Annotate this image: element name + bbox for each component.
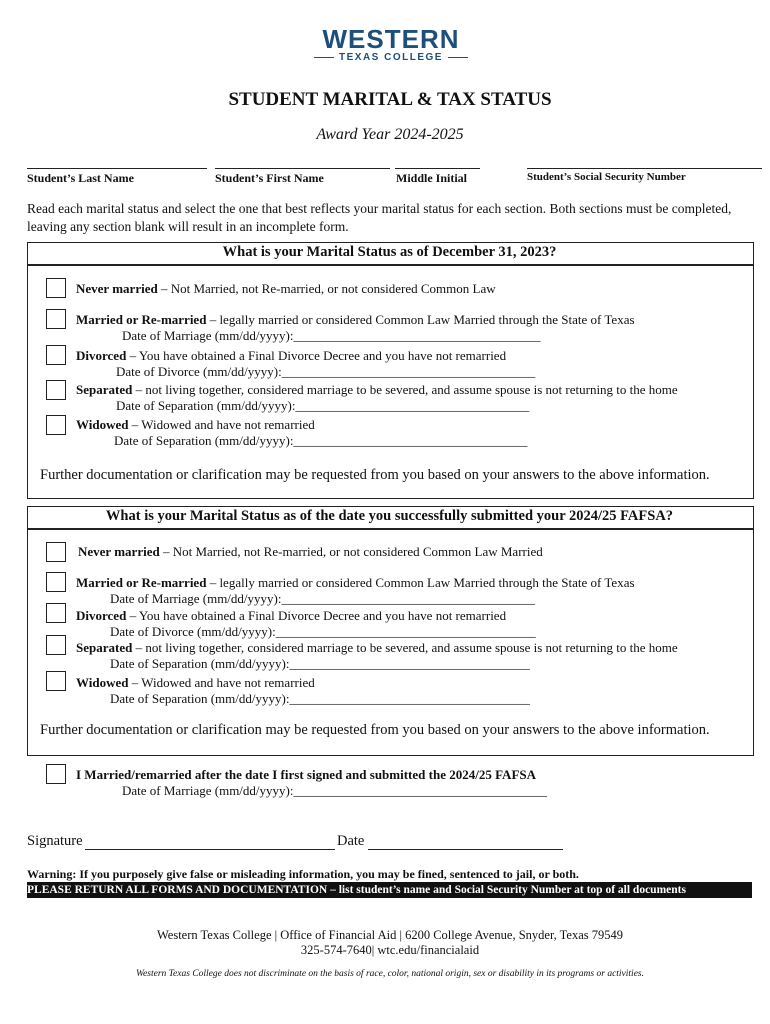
ssn-label: Student’s Social Security Number (527, 171, 686, 183)
s2-divorce-date-field[interactable]: Date of Divorce (mm/dd/yyyy):________________________________________ (110, 624, 536, 639)
s2-separation-date-field[interactable]: Date of Separation (mm/dd/yyyy):_____________________________________ (110, 656, 530, 671)
middle-initial-field[interactable] (395, 168, 480, 169)
warning-text: Warning: If you purposely give false or misleading information, you may be fined, sentenced to jail, or both. (27, 867, 579, 881)
contact-phone-web: 325-574-7640| wtc.edu/financialaid (300, 943, 480, 957)
s2-divorced-checkbox[interactable] (46, 603, 66, 623)
signature-label: Signature (27, 833, 83, 849)
signature-field[interactable] (85, 849, 335, 850)
last-name-field[interactable] (27, 168, 207, 169)
page-title: STUDENT MARITAL & TAX STATUS (228, 89, 552, 110)
s2-separated-checkbox[interactable] (46, 635, 66, 655)
last-name-label: Student’s Last Name (27, 171, 134, 185)
first-name-label: Student’s First Name (215, 171, 324, 185)
logo-subtitle-text: TEXAS COLLEGE (339, 52, 443, 63)
date-field[interactable] (368, 849, 563, 850)
s2-married-checkbox[interactable] (46, 572, 66, 592)
s2-never-married-option: Never married – Not Married, not Re-married, or not considered Common Law Married (78, 544, 543, 559)
s2-widowed-date-field[interactable]: Date of Separation (mm/dd/yyyy):_____________________________________ (110, 691, 530, 706)
s2-never-married-checkbox[interactable] (46, 542, 66, 562)
s1-never-married-checkbox[interactable] (46, 278, 66, 298)
s2-separated-option: Separated – not living together, considered marriage to be severed, and assume spouse is not returning to the home (76, 640, 678, 655)
s1-never-married-option: Never married – Not Married, not Re-married, or not considered Common Law (76, 281, 496, 296)
return-notice-banner: PLEASE RETURN ALL FORMS AND DOCUMENTATION – list student’s name and Social Security Number at top of all documents (27, 882, 752, 898)
ssn-field[interactable] (527, 168, 762, 169)
married-after-date-field[interactable]: Date of Marriage (mm/dd/yyyy):_______________________________________ (122, 783, 547, 798)
instructions: Read each marital status and select the one that best reflects your marital status for each section. Both sections must be completed, leaving any section blank will result in an incomplete form. (27, 201, 732, 234)
s1-marriage-date-field[interactable]: Date of Marriage (mm/dd/yyyy):______________________________________ (122, 328, 541, 343)
first-name-field[interactable] (215, 168, 390, 169)
college-logo-wordmark: WESTERN (322, 24, 460, 54)
married-after-option: I Married/remarried after the date I first signed and submitted the 2024/25 FAFSA (76, 767, 537, 782)
s1-widowed-date-field[interactable]: Date of Separation (mm/dd/yyyy):____________________________________ (114, 433, 528, 448)
s2-marriage-date-field[interactable]: Date of Marriage (mm/dd/yyyy):_______________________________________ (110, 591, 535, 606)
s1-separation-date-field[interactable]: Date of Separation (mm/dd/yyyy):____________________________________ (116, 398, 530, 413)
s2-widowed-checkbox[interactable] (46, 671, 66, 691)
s1-married-option: Married or Re-married – legally married or considered Common Law Married through the State of Texas (76, 312, 635, 327)
award-year: Award Year 2024-2025 (316, 126, 464, 143)
section1-header: What is your Marital Status as of December 31, 2023? (222, 244, 557, 260)
date-label: Date (337, 833, 365, 849)
s1-widowed-option: Widowed – Widowed and have not remarried (76, 417, 315, 432)
s1-separated-checkbox[interactable] (46, 380, 66, 400)
logo-rule-right (448, 57, 468, 59)
s1-widowed-checkbox[interactable] (46, 415, 66, 435)
middle-initial-label: Middle Initial (396, 171, 468, 185)
nondiscrimination-disclaimer: Western Texas College does not discriminate on the basis of race, color, national origin, sex or disability in its programs or activities. (136, 969, 644, 979)
s1-separated-option: Separated – not living together, considered marriage to be severed, and assume spouse is not returning to the home (76, 382, 678, 397)
s2-married-option: Married or Re-married – legally married or considered Common Law Married through the State of Texas (76, 575, 635, 590)
contact-address: Western Texas College | Office of Financial Aid | 6200 College Avenue, Snyder, Texas 79549 (156, 928, 623, 942)
s1-married-checkbox[interactable] (46, 309, 66, 329)
s2-widowed-option: Widowed – Widowed and have not remarried (76, 675, 315, 690)
section2-header: What is your Marital Status as of the date you successfully submitted your 2024/25 FAFSA? (105, 508, 674, 524)
married-after-checkbox[interactable] (46, 764, 66, 784)
logo-rule-left (314, 57, 334, 59)
s1-divorced-checkbox[interactable] (46, 345, 66, 365)
s1-divorce-date-field[interactable]: Date of Divorce (mm/dd/yyyy):_______________________________________ (116, 364, 536, 379)
s1-further-note: Further documentation or clarification may be requested from you based on your answers to the above information. (40, 467, 710, 483)
s2-divorced-option: Divorced – You have obtained a Final Divorce Decree and you have not remarried (76, 608, 507, 623)
s2-further-note: Further documentation or clarification may be requested from you based on your answers to the above information. (40, 722, 710, 738)
college-logo-subtitle (305, 52, 477, 63)
s1-divorced-option: Divorced – You have obtained a Final Divorce Decree and you have not remarried (76, 348, 507, 363)
